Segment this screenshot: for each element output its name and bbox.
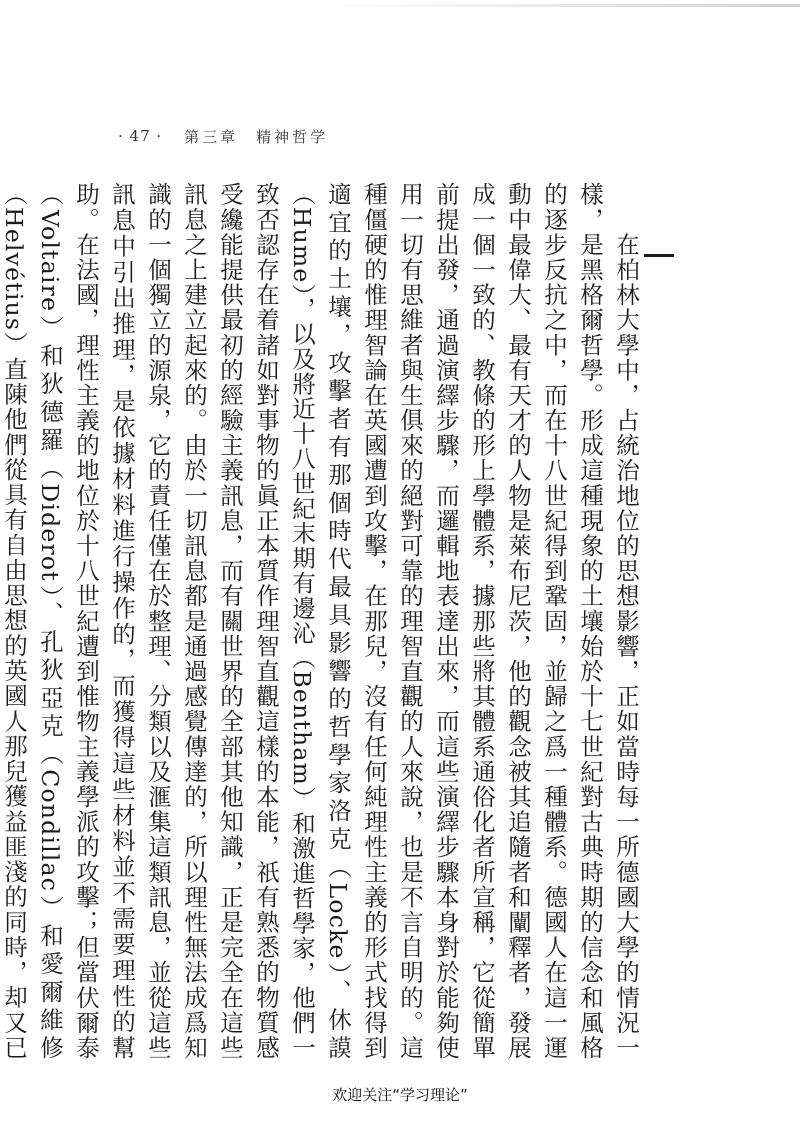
page-number: · 47 · <box>118 127 163 145</box>
section-mark <box>644 254 674 257</box>
scan-top-edge <box>330 4 800 7</box>
running-header <box>118 124 328 148</box>
chapter-title: 第三章 精神哲学 <box>184 127 329 146</box>
footer-note: 欢迎关注“学习理论” <box>332 1086 468 1104</box>
body-text: 在柏林大學中，占統治地位的思想影響，正如當時每一所德國大學的情況一樣，是黑格爾哲學。形成這種現象的土壤始於十七世紀對古典時期的信念和風格的逐步反抗之中，而在十八世紀得到鞏固，並歸之爲一種體系。德國人在這一運動中最偉大、最有天才的人物是萊布尼茨，他的觀念被其追隨者和闡釋者，發展成一個一致的、教條的形上學體系，據那些將其體系通俗化者所宣稱，它從簡單前提出發，通過演繹步驟，而邏輯地表達出來，而這些演繹步驟本身對於能夠使用一切有思維者與生俱來的絕對可靠的理智直觀的人來說，也是不言自明的。這種僵硬的惟理智論在英國遭到攻擊，在那兒，沒有任何純理性主義的形式找得到適宜的土壤，攻擊者有那個時代最具影響的哲學家洛克（Locke）、休謨（Hume），以及將近十八世紀末期有邊沁（Bentham）和激進哲學家，他們一致否認存在着諸如對事物的眞正本質作理智直觀這樣的本能，祇有熟悉的物質感受纔能提供最初的經驗主義訊息，而有關世界的全部其他知識，正是完全在這些訊息之上建立起來的。由於一切訊息都是通過感覺傳達的，所以理性無法成爲知識的一個獨立的源泉，它的責任僅在於整理、分類以及滙集這類訊息，並從這些訊息中引出推理，是依據材料進行操作的，而獲得這些材料並不需要理性的幫助。在法國，理性主義的地位於十八世紀遭到惟物主義學派的攻擊；但當伏爾泰（Voltaire）和狄德羅（Diderot）、孔狄亞克（Condillac）和愛爾維修（Helvétius）直陳他們從具有自由思想的英國人那兒獲益匪淺的同時，却又已 <box>0 182 640 1060</box>
